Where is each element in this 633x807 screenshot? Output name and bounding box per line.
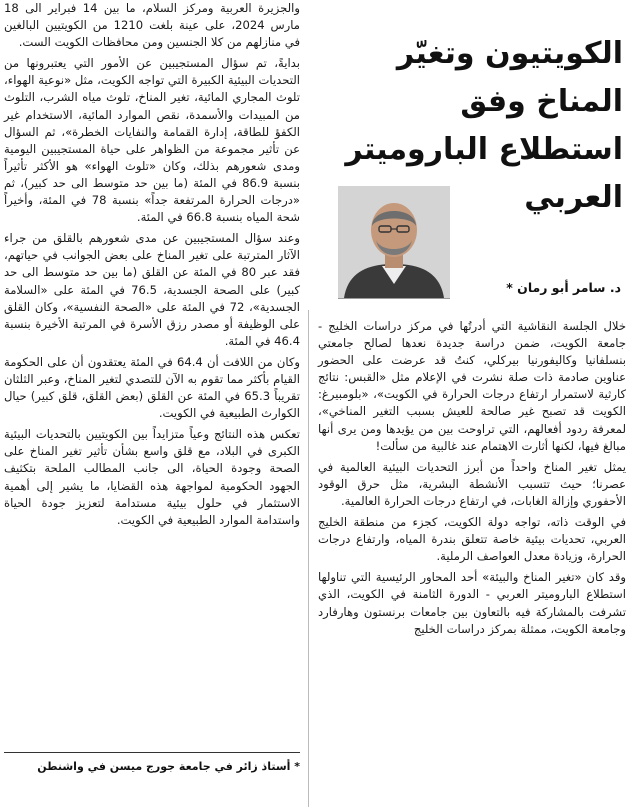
paragraph: يمثل تغير المناخ واحداً من أبرز التحديات البيئية العالمية في عصرنا؛ حيث تتسبب الأنشطة البشرية، مثل حرق الوقود الأحفوري وإزالة الغابات، في ارتفاع درجات الحرارة العالمية.	[318, 459, 626, 508]
author-photo	[338, 186, 450, 299]
paragraph: خلال الجلسة النقاشية التي أدرتُها في مركز دراسات الخليج - جامعة الكويت، ضمن دراسة جديدة نعدها لصالح جامعتي بنسلفانيا وكاليفورنيا بيركلي، كنتُ قد عرضت على الحضور عناوين صادمة ذات صلة نشرت في الإعلام مثل «القبس: نتائج كارثية لاستمرار ارتفاع درجات الحرارة في الكويت»، «بلومبيرغ: الكويت قد تصبح غير صالحة للعيش بسبب التغير المناخي»، لمعرفة ردود أفعالهم، التي تراوحت بين من يؤيدها ومن يرى أنها مبالغ فيها، لكنها أثارت الاهتمام عند غالبية من سألت!	[318, 319, 626, 453]
paragraph: في الوقت ذاته، تواجه دولة الكويت، كجزء من منطقة الخليج العربي، تحديات بيئية خاصة تتعلق بندرة المياه، وارتفاع درجات الحرارة، وزيادة معدل العواصف الرملية.	[318, 515, 626, 564]
paragraph: وكان من اللافت أن 64.4 في المئة يعتقدون أن على الحكومة القيام بأكثر مما تقوم به الآن للتصدي لتغير المناخ، وعبر الثلثان تقريباً 65.3 في المئة عن القلق (بعض القلق، قلق كبير) حيال الكوارث الطبيعية في الكويت.	[4, 354, 301, 421]
paragraph: تعكس هذه النتائج وعياً متزايداً بين الكويتيين بالتحديات البيئية الكبرى في البلاد، مع قلق واسع بشأن تأثير تغير المناخ على الصحة وجودة الحياة، الى جانب المطالب الملحة بتكثيف الجهود الحكومية لمواجهة هذه القضايا، ما يشير إلى أهمية الاستثمار في حلول بيئية مستدامة لتعزيز جودة الحياة واستدامة الموارد الطبيعية في الكويت.	[4, 427, 300, 527]
article-column-right	[318, 318, 626, 642]
author-portrait-icon	[338, 186, 450, 298]
paragraph: وقد كان «تغير المناخ والبيئة» أحد المحاور الرئيسية التي تناولها استطلاع الباروميتر العربي - الدورة الثامنة في الكويت، الذي تشرفت بالمشاركة فيه بالتعاون بين جامعات برنستون وهارفارد وجامعة الكويت، ممثلة بمركز دراسات الخليج	[318, 570, 626, 636]
article-column-left	[4, 0, 300, 533]
footnote-divider	[4, 752, 300, 753]
author-footnote: * أستاذ زائر في جامعة جورج ميسن في واشنطن	[37, 760, 300, 773]
paragraph: وعند سؤال المستجيبين عن مدى شعورهم بالقلق من جراء الآثار المترتبة على تغير المناخ على بعض الجوانب في حياتهم، فقد عبر 80 في المئة عن القلق (ما بين حد متوسط الى حد كبير) على الصحة الجسدية، 76.5 في المئة على «السلامة الجسدية»، 72 في المئة على «الصحة النفسية»، وكان القلق على الوظيفة أو مصدر رزق الأسرة في المرتبة الأخيرة بنسبة 46.4 في المئة.	[4, 231, 300, 348]
author-byline: د. سامر أبو رمان *	[506, 280, 621, 295]
article-title: الكويتيون وتغيّر المناخ وفق استطلاع الباروميتر العربي	[345, 36, 623, 215]
paragraph: والجزيرة العربية ومركز السلام، ما بين 14 فبراير الى 18 مارس 2024، على عينة بلغت 1210 من الكويتيين البالغين في منازلهم من كلا الجنسين ومن محافظات الكويت الست.	[4, 1, 300, 50]
column-divider	[308, 310, 309, 807]
paragraph: بدايةً، تم سؤال المستجيبين عن الأمور التي يعتبرونها من التحديات البيئية الكبيرة التي تواجه الكويت، مثل «نوعية الهواء، تلوث المجاري المائية، تغير المناخ، تلوث مياه الشرب، التلوث من المبيدات والأسمدة، نقص الموارد المائية، الاستخدام غير الكفؤ للطاقة، إدارة القمامة والنفايات الخطرة»، ثم السؤال عن تأثير مجموعة من الظواهر على حياة المستجيبين اليومية ومدى شعورهم بذلك، وكان «تلوث الهواء» هو الأكثر تأثيراً بنسبة 86.9 في المئة (ما بين حد متوسط الى حد كبير)، ثم «درجات الحرارة المرتفعة جداً» بنسبة 78 في المئة، وأخيراً شحة المياه بنسبة 66.8 في المئة.	[4, 56, 300, 225]
